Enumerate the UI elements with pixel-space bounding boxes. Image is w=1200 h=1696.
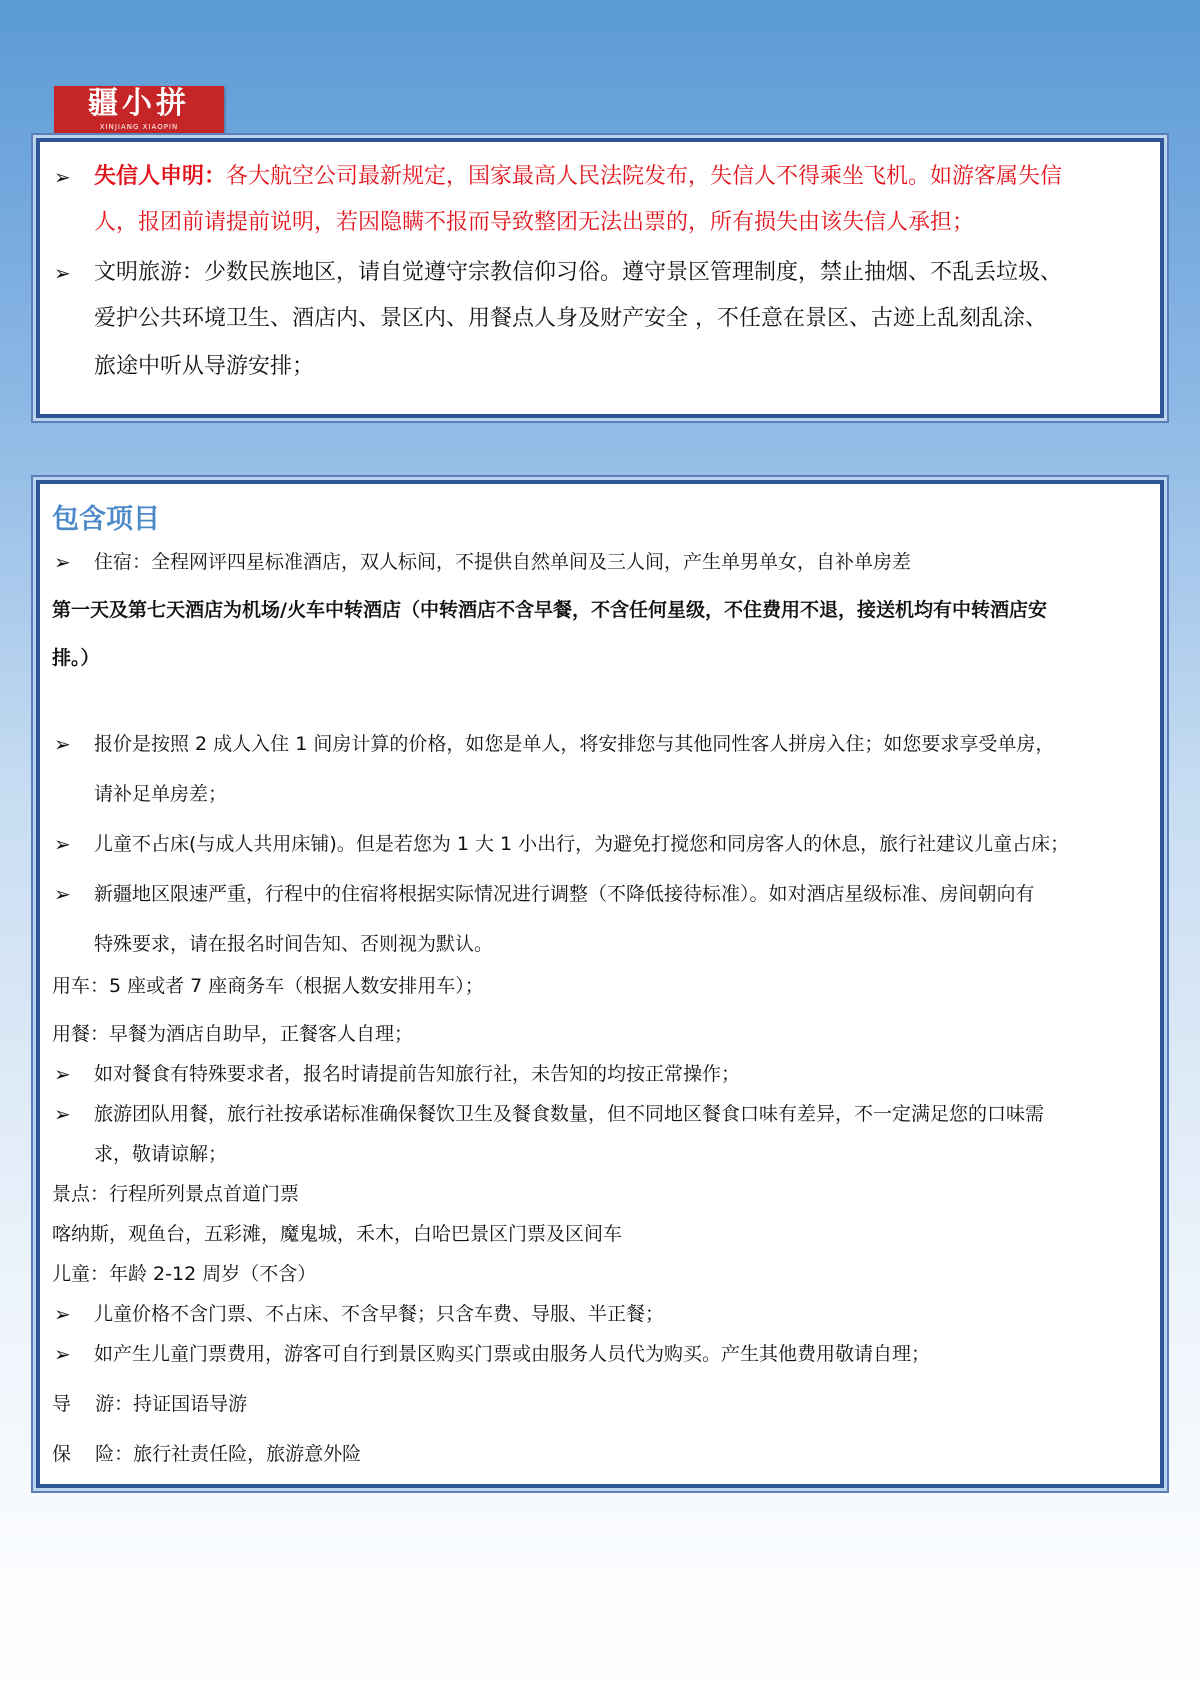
arrow-bullet-icon: ➢ [54, 261, 71, 285]
dishonest-notice-cont: 人，报团前请提前说明，若因隐瞒不报而导致整团无法出票的，所有损失由该失信人承担； [94, 210, 975, 235]
list-item: ➢ 旅游团队用餐，旅行社按承诺标准确保餐饮卫生及餐食数量，但不同地区餐食口味有差异，不一定满足您的口味需 [52, 1094, 1148, 1134]
list-item: ➢ 住宿：全程网评四星标准酒店，双人标间，不提供自然单间及三人间，产生单男单女，自补单房差 [52, 542, 1148, 582]
list-item: ➢ 儿童价格不含门票、不占床、不含早餐；只含车费、导服、半正餐； [52, 1294, 1148, 1334]
arrow-bullet-icon: ➢ [54, 882, 71, 906]
arrow-bullet-icon: ➢ [54, 165, 71, 189]
list-item: ➢ 报价是按照 2 成人入住 1 间房计算的价格，如您是单人，将安排您与其他同性客人拼房入住；如您要求享受单房， [52, 724, 1148, 764]
included-items-box [36, 480, 1164, 1488]
civilized-travel-cont: 旅途中听从导游安排； [94, 354, 315, 379]
arrow-bullet-icon: ➢ [54, 1342, 71, 1366]
logo-pinyin: XINJIANG XIAOPIN [99, 123, 179, 131]
list-item: ➢ 如对餐食有特殊要求者，报名时请提前告知旅行社，未告知的均按正常操作； [52, 1054, 1148, 1094]
guide-line: 导 游：持证国语导游 [52, 1393, 248, 1415]
section-title: 包含项目 [52, 504, 160, 535]
civilized-travel-cont: 爱护公共环境卫生、酒店内、景区内、用餐点人身及财产安全 ，不任意在景区、古迹上乱刻乱涂、 [94, 306, 1047, 331]
list-item: ➢ 新疆地区限速严重，行程中的住宿将根据实际情况进行调整（不降低接待标准）。如对酒店星级标准、房间朝向有 [52, 874, 1148, 914]
arrow-bullet-icon: ➢ [54, 550, 71, 574]
list-item: ➢ 如产生儿童门票费用，游客可自行到景区购买门票或由服务人员代为购买。产生其他费用敬请自理； [52, 1334, 1148, 1374]
scenic-list-line: 喀纳斯，观鱼台，五彩滩，魔鬼城，禾木，白哈巴景区门票及区间车 [52, 1223, 623, 1245]
notice-box [36, 138, 1164, 418]
civilized-travel: ➢ 文明旅游：少数民族地区，请自觉遵守宗教信仰习俗。遵守景区管理制度，禁止抽烟、不乱丢垃圾、 [52, 248, 1148, 298]
arrow-bullet-icon: ➢ [54, 1062, 71, 1086]
dishonest-notice [52, 152, 1148, 202]
list-item-cont: 求，敬请谅解； [94, 1143, 228, 1165]
list-item: ➢ 儿童不占床(与成人共用床铺)。但是若您为 1 大 1 小出行，为避免打搅您和同房客人的休息，旅行社建议儿童占床； [52, 824, 1148, 864]
insurance-line: 保 险：旅行社责任险，旅游意外险 [52, 1443, 362, 1465]
list-item-cont: 请补足单房差； [94, 783, 228, 805]
scenic-line: 景点：行程所列景点首道门票 [52, 1183, 300, 1205]
vehicle-line: 用车：5 座或者 7 座商务车（根据人数安排用车）； [52, 975, 484, 997]
arrow-bullet-icon: ➢ [54, 1102, 71, 1126]
list-item-cont: 特殊要求，请在报名时间告知、否则视为默认。 [94, 933, 494, 955]
dishonest-label: 失信人申明： [94, 164, 227, 189]
arrow-bullet-icon: ➢ [54, 732, 71, 756]
arrow-bullet-icon: ➢ [54, 832, 71, 856]
meals-line: 用餐：早餐为酒店自助早，正餐客人自理； [52, 1023, 414, 1045]
logo-chinese: 疆小拼 [88, 86, 190, 121]
transit-hotel-note-cont: 排。） [52, 647, 100, 669]
arrow-bullet-icon: ➢ [54, 1302, 71, 1326]
transit-hotel-note: 第一天及第七天酒店为机场/火车中转酒店（中转酒店不含早餐，不含任何星级，不住费用不退，接送机均有中转酒店安 [52, 599, 1047, 621]
brand-logo [54, 86, 224, 136]
dishonest-text: 各大航空公司最新规定，国家最高人民法院发布，失信人不得乘坐飞机。如游客属失信 [226, 164, 1063, 189]
children-line: 儿童：年龄 2-12 周岁（不含） [52, 1263, 317, 1285]
